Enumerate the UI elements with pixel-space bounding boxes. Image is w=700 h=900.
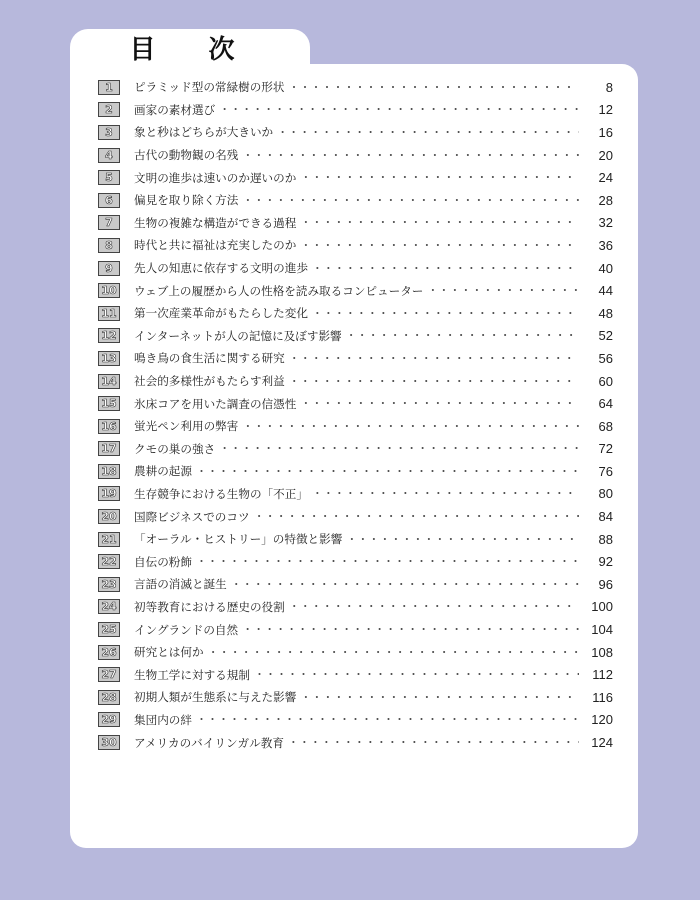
toc-entry[interactable] (98, 370, 613, 393)
chapter-number-badge: 19 (98, 486, 120, 501)
chapter-number-badge: 9 (98, 261, 120, 276)
chapter-number-badge: 26 (98, 645, 120, 660)
toc-entry[interactable] (98, 212, 613, 235)
toc-entry[interactable] (98, 325, 613, 348)
chapter-number-badge: 12 (98, 328, 120, 343)
page-number: 44 (598, 283, 613, 299)
toc-entry[interactable] (98, 189, 613, 212)
chapter-number-badge: 7 (98, 215, 120, 230)
dot-leader (300, 170, 579, 185)
chapter-number-badge: 17 (98, 441, 120, 456)
chapter-number-badge: 18 (98, 464, 120, 479)
page-title: 目 次 (129, 35, 257, 65)
page-number: 8 (605, 79, 613, 95)
toc-entry[interactable] (98, 460, 613, 483)
dot-leader (312, 486, 579, 501)
page-number: 36 (598, 237, 613, 253)
chapter-title: 鳴き鳥の食生活に関する研究 (134, 351, 285, 366)
chapter-number-badge: 29 (98, 712, 120, 727)
dot-leader (300, 215, 579, 230)
page-number: 56 (598, 350, 613, 366)
toc-entry[interactable] (98, 76, 613, 99)
dot-leader (346, 328, 579, 343)
page-number: 48 (598, 305, 613, 321)
chapter-number-badge: 16 (98, 419, 120, 434)
toc-entry[interactable] (98, 505, 613, 528)
dot-leader (277, 125, 579, 140)
dot-leader (300, 396, 579, 411)
dot-leader (196, 464, 579, 479)
dot-leader (242, 419, 579, 434)
dot-leader (300, 238, 579, 253)
chapter-title: 蛍光ペン利用の弊害 (134, 419, 239, 434)
toc-entry[interactable] (98, 596, 613, 619)
chapter-number-badge: 14 (98, 374, 120, 389)
page-number: 116 (592, 689, 613, 705)
toc-entry[interactable] (98, 415, 613, 438)
page-number: 16 (598, 124, 613, 140)
toc-entry[interactable] (98, 392, 613, 415)
chapter-number-badge: 21 (98, 532, 120, 547)
chapter-title: 偏見を取り除く方法 (134, 193, 239, 208)
chapter-title: 画家の素材選び (134, 102, 216, 117)
chapter-number-badge: 6 (98, 193, 120, 208)
chapter-title: 古代の動物観の名残 (134, 148, 239, 163)
dot-leader (196, 554, 579, 569)
dot-leader (242, 622, 579, 637)
page-number: 40 (598, 260, 613, 276)
chapter-number-badge: 27 (98, 667, 120, 682)
page-number: 120 (591, 712, 613, 728)
toc-entry[interactable] (98, 550, 613, 573)
chapter-title: 初等教育における歴史の役割 (134, 599, 285, 614)
dot-leader (346, 532, 579, 547)
dot-leader (288, 735, 579, 750)
chapter-title: ウェブ上の履歴から人の性格を読み取るコンピューター (134, 283, 424, 298)
chapter-title: 社会的多様性がもたらす利益 (134, 374, 285, 389)
chapter-title: 第一次産業革命がもたらした変化 (134, 306, 308, 321)
chapter-title: 研究とは何か (134, 645, 204, 660)
chapter-number-badge: 28 (98, 690, 120, 705)
chapter-title: 象と秒はどちらが大きいか (134, 125, 274, 140)
toc-entry[interactable] (98, 663, 613, 686)
toc-entry[interactable] (98, 257, 613, 280)
chapter-title: アメリカのバイリンガル教育 (134, 735, 284, 750)
chapter-title: ピラミッド型の常緑樹の形状 (134, 80, 285, 95)
chapter-title: クモの巣の強さ (134, 441, 216, 456)
table-of-contents (98, 76, 613, 754)
toc-entry[interactable] (98, 234, 613, 257)
dot-leader (300, 690, 579, 705)
page-number: 60 (598, 373, 613, 389)
toc-entry[interactable] (98, 438, 613, 461)
chapter-title: 言語の消滅と誕生 (134, 577, 227, 592)
page-number: 28 (598, 192, 613, 208)
page-number: 64 (598, 396, 613, 412)
chapter-number-badge: 20 (98, 509, 120, 524)
chapter-title: 生物の複雑な構造ができる過程 (134, 215, 297, 230)
toc-entry[interactable] (98, 121, 613, 144)
page-number: 108 (591, 644, 613, 660)
toc-entry[interactable] (98, 709, 613, 732)
dot-leader (289, 374, 579, 389)
dot-leader (289, 599, 579, 614)
chapter-title: 先人の知恵に依存する文明の進歩 (134, 261, 308, 276)
chapter-title: 「オーラル・ヒストリー」の特徴と影響 (134, 532, 343, 547)
page-number: 100 (591, 599, 613, 615)
chapter-number-badge: 11 (98, 306, 120, 321)
chapter-number-badge: 25 (98, 622, 120, 637)
chapter-title: 国際ビジネスでのコツ (134, 509, 250, 524)
toc-entry[interactable] (98, 302, 613, 325)
chapter-title: 氷床コアを用いた調査の信憑性 (134, 396, 297, 411)
toc-entry[interactable] (98, 279, 613, 302)
dot-leader (219, 441, 579, 456)
chapter-title: 文明の進歩は速いのか遅いのか (134, 170, 297, 185)
chapter-number-badge: 30 (98, 735, 120, 750)
dot-leader (312, 261, 579, 276)
page-number: 88 (598, 531, 613, 547)
chapter-number-badge: 24 (98, 599, 120, 614)
page-number: 72 (598, 441, 613, 457)
page-number: 12 (598, 102, 613, 118)
page-number: 104 (591, 622, 613, 638)
chapter-title: インターネットが人の記憶に及ぼす影響 (134, 328, 342, 343)
chapter-number-badge: 4 (98, 148, 120, 163)
page-number: 96 (598, 576, 613, 592)
chapter-title: 生存競争における生物の「不正」 (134, 486, 308, 501)
page-number: 80 (598, 486, 613, 502)
page-number: 32 (598, 215, 613, 231)
toc-entry[interactable] (98, 641, 613, 664)
chapter-title: 生物工学に対する規制 (134, 667, 250, 682)
dot-leader (242, 193, 579, 208)
dot-leader (219, 102, 579, 117)
dot-leader (427, 283, 579, 298)
toc-entry[interactable] (98, 686, 613, 709)
page-number: 92 (598, 554, 613, 570)
page-number: 76 (598, 463, 613, 479)
chapter-number-badge: 22 (98, 554, 120, 569)
chapter-title: 集団内の絆 (134, 712, 192, 727)
chapter-number-badge: 1 (98, 80, 120, 95)
toc-entry[interactable] (98, 573, 613, 596)
page-number: 84 (598, 509, 613, 525)
dot-leader (289, 351, 579, 366)
chapter-title: イングランドの自然 (134, 622, 239, 637)
chapter-number-badge: 23 (98, 577, 120, 592)
toc-entry[interactable] (98, 528, 613, 551)
chapter-number-badge: 2 (98, 102, 120, 117)
toc-entry[interactable] (98, 483, 613, 506)
page-number: 112 (592, 667, 613, 683)
chapter-number-badge: 15 (98, 396, 120, 411)
dot-leader (196, 712, 579, 727)
dot-leader (254, 667, 579, 682)
page-number: 68 (598, 418, 613, 434)
toc-entry[interactable] (98, 166, 613, 189)
toc-entry[interactable] (98, 731, 613, 754)
chapter-title: 初期人類が生態系に与えた影響 (134, 690, 297, 705)
toc-entry[interactable] (98, 144, 613, 167)
page-number: 24 (598, 170, 613, 186)
chapter-number-badge: 8 (98, 238, 120, 253)
chapter-title: 農耕の起源 (134, 464, 192, 479)
page-number: 52 (598, 328, 613, 344)
toc-entry[interactable] (98, 347, 613, 370)
toc-entry[interactable] (98, 99, 613, 122)
chapter-number-badge: 3 (98, 125, 120, 140)
dot-leader (231, 577, 579, 592)
dot-leader (312, 306, 579, 321)
page-number: 20 (598, 147, 613, 163)
dot-leader (208, 645, 579, 660)
chapter-number-badge: 13 (98, 351, 120, 366)
chapter-title: 自伝の粉飾 (134, 554, 192, 569)
dot-leader (289, 80, 580, 95)
dot-leader (242, 148, 579, 163)
chapter-number-badge: 5 (98, 170, 120, 185)
chapter-number-badge: 10 (98, 283, 120, 298)
dot-leader (254, 509, 579, 524)
chapter-title: 時代と共に福祉は充実したのか (134, 238, 297, 253)
toc-entry[interactable] (98, 618, 613, 641)
page-number: 124 (591, 735, 613, 751)
